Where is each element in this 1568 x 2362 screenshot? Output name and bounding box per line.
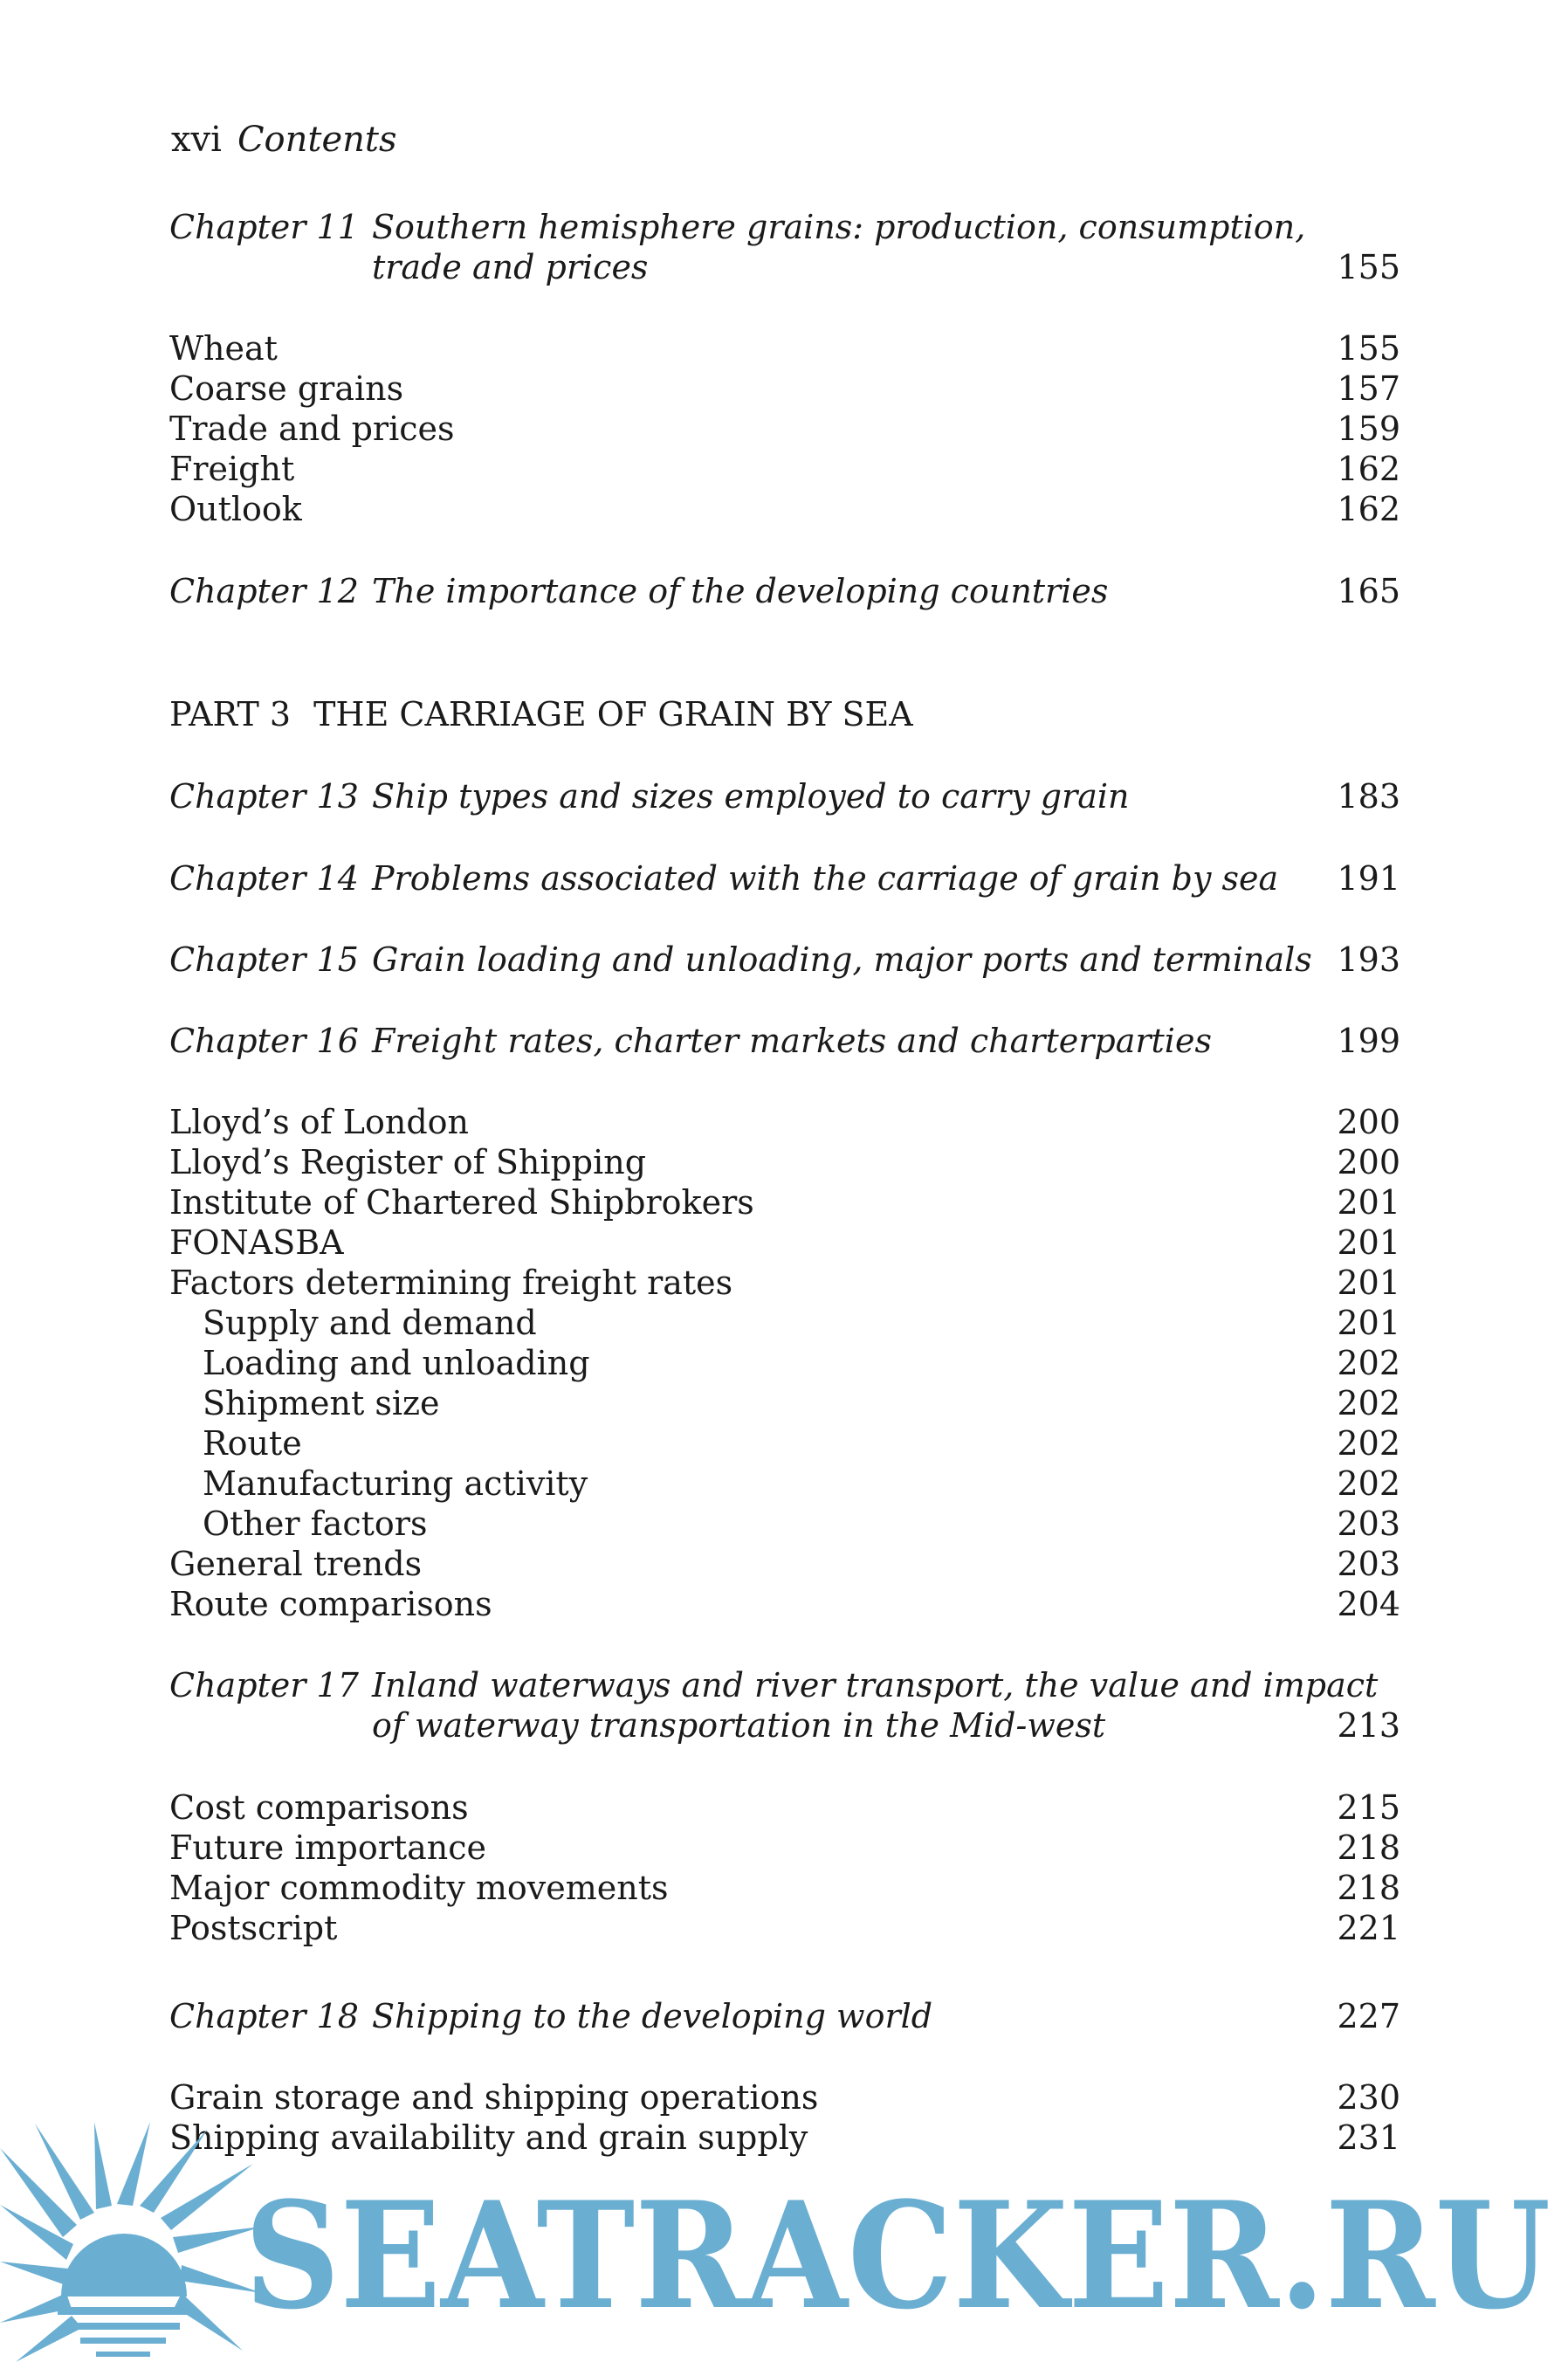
chapter-title: Grain loading and unloading, major ports and terminals xyxy=(372,940,1312,979)
entry-title: Wheat xyxy=(169,329,278,368)
chapter-number: Chapter 17 xyxy=(169,1666,359,1704)
entry-page: 157 xyxy=(1337,369,1400,408)
entry-title: Coarse grains xyxy=(169,369,404,408)
entry-page: 221 xyxy=(1337,1909,1400,1947)
entry-title: Trade and prices xyxy=(169,410,455,448)
entry-title: Manufacturing activity xyxy=(203,1464,588,1503)
entry-page: 230 xyxy=(1337,2078,1400,2117)
chapter-number: Chapter 14 xyxy=(169,859,359,898)
part-heading xyxy=(169,694,913,734)
sun-burst-icon xyxy=(0,2122,262,2362)
entry-page: 218 xyxy=(1337,1869,1400,1907)
watermark-text: SEATRACKER.RU xyxy=(244,2169,1551,2342)
entry-page: 200 xyxy=(1337,1103,1400,1141)
entry-title: Major commodity movements xyxy=(169,1869,669,1907)
entry-page: 201 xyxy=(1337,1264,1400,1302)
entry-page: 202 xyxy=(1337,1344,1400,1382)
entry-page: 201 xyxy=(1337,1183,1400,1222)
chapter-number: Chapter 16 xyxy=(169,1022,359,1060)
entry-title: Lloyd’s of London xyxy=(169,1103,470,1141)
chapter-page: 165 xyxy=(1337,572,1400,610)
chapter-title: Freight rates, charter markets and charterparties xyxy=(372,1022,1212,1060)
chapter-title-line-1: Southern hemisphere grains: production, consumption, xyxy=(372,208,1306,246)
entry-title: Other factors xyxy=(203,1505,428,1543)
chapter-title-line-2: trade and prices xyxy=(372,248,649,286)
entry-title: Grain storage and shipping operations xyxy=(169,2078,819,2117)
entry-title: Postscript xyxy=(169,1909,338,1947)
entry-page: 202 xyxy=(1337,1384,1400,1422)
part-title: THE CARRIAGE OF GRAIN BY SEA xyxy=(313,695,913,733)
entry-page: 204 xyxy=(1337,1585,1400,1623)
entry-page: 203 xyxy=(1337,1505,1400,1543)
entry-title: Route xyxy=(203,1424,302,1463)
entry-page: 155 xyxy=(1337,329,1400,368)
entry-title: Supply and demand xyxy=(203,1304,537,1342)
entry-title: General trends xyxy=(169,1545,423,1583)
entry-title: Loading and unloading xyxy=(203,1344,590,1382)
chapter-title-line-1: Inland waterways and river transport, the value and impact xyxy=(372,1666,1379,1704)
chapter-number: Chapter 15 xyxy=(169,940,359,979)
chapter-page: 227 xyxy=(1337,1997,1400,2035)
entry-title: Lloyd’s Register of Shipping xyxy=(169,1143,647,1181)
entry-page: 203 xyxy=(1337,1545,1400,1583)
chapter-title: Shipping to the developing world xyxy=(372,1997,933,2035)
entry-title: Freight xyxy=(169,450,295,488)
chapter-number: Chapter 12 xyxy=(169,572,359,610)
entry-page: 200 xyxy=(1337,1143,1400,1181)
entry-page: 202 xyxy=(1337,1424,1400,1463)
entry-page: 159 xyxy=(1337,410,1400,448)
chapter-number: Chapter 11 xyxy=(169,208,359,246)
part-label: PART 3 xyxy=(169,695,292,733)
page-folio: xvi xyxy=(171,120,222,160)
entry-page: 201 xyxy=(1337,1223,1400,1262)
entry-title: Cost comparisons xyxy=(169,1788,469,1827)
chapter-title: Problems associated with the carriage of grain by sea xyxy=(372,859,1279,898)
chapter-page: 183 xyxy=(1337,777,1400,816)
chapter-title-line-2: of waterway transportation in the Mid-west xyxy=(372,1706,1106,1745)
chapter-page: 191 xyxy=(1337,859,1400,898)
chapter-page: 155 xyxy=(1337,248,1400,286)
entry-title: Outlook xyxy=(169,490,302,528)
entry-page: 162 xyxy=(1337,490,1400,528)
entry-title: Factors determining freight rates xyxy=(169,1264,733,1302)
chapter-title: The importance of the developing countries xyxy=(372,572,1109,610)
entry-page: 202 xyxy=(1337,1464,1400,1503)
entry-page: 201 xyxy=(1337,1304,1400,1342)
entry-page: 218 xyxy=(1337,1828,1400,1867)
entry-title: Institute of Chartered Shipbrokers xyxy=(169,1183,754,1222)
entry-page: 215 xyxy=(1337,1788,1400,1827)
entry-title: Shipping availability and grain supply xyxy=(169,2118,808,2157)
entry-title: FONASBA xyxy=(169,1223,344,1262)
entry-title: Shipment size xyxy=(203,1384,440,1422)
running-head-title: Contents xyxy=(237,120,397,160)
entry-page: 231 xyxy=(1337,2118,1400,2157)
toc-chapter-17[interactable] xyxy=(169,1665,1400,1746)
entry-page: 162 xyxy=(1337,450,1400,488)
chapter-page: 193 xyxy=(1337,940,1400,979)
running-head xyxy=(171,115,397,164)
entry-title: Route comparisons xyxy=(169,1585,492,1623)
watermark xyxy=(0,2122,1568,2362)
chapter-number: Chapter 18 xyxy=(169,1997,359,2035)
chapter-title: Ship types and sizes employed to carry grain xyxy=(372,777,1130,816)
chapter-page: 199 xyxy=(1337,1022,1400,1060)
chapter-page: 213 xyxy=(1337,1706,1400,1745)
entry-title: Future importance xyxy=(169,1828,487,1867)
toc-chapter-11[interactable] xyxy=(169,207,1400,287)
chapter-number: Chapter 13 xyxy=(169,777,359,816)
